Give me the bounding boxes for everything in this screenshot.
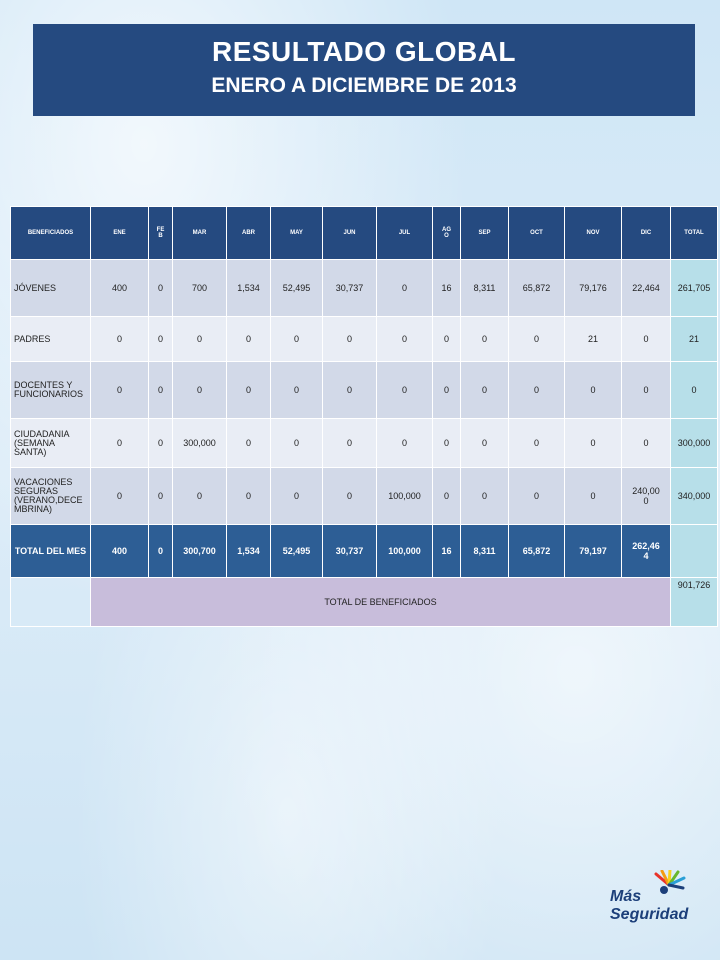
- total-cell: 100,000: [377, 525, 433, 578]
- cell: 0: [509, 317, 565, 362]
- cell: 8,311: [461, 260, 509, 317]
- total-cell: 0: [149, 525, 173, 578]
- cell: 0: [622, 317, 671, 362]
- grand-total-label: TOTAL DE BENEFICIADOS: [91, 578, 671, 627]
- cell: 0: [461, 419, 509, 468]
- total-cell: 1,534: [227, 525, 271, 578]
- row-label: CIUDADANIA (SEMANA SANTA): [11, 419, 91, 468]
- cell: 0: [91, 419, 149, 468]
- cell: 0: [323, 419, 377, 468]
- cell: 0: [377, 362, 433, 419]
- cell: 0: [509, 419, 565, 468]
- cell: 100,000: [377, 468, 433, 525]
- table-row: [11, 260, 718, 317]
- cell: 0: [377, 260, 433, 317]
- col-header: DIC: [622, 207, 671, 260]
- total-cell: 262,46 4: [622, 525, 671, 578]
- table-row: [11, 362, 718, 419]
- cell: 300,000: [173, 419, 227, 468]
- total-row: [11, 525, 718, 578]
- col-header: AG O: [433, 207, 461, 260]
- logo-line2: Seguridad: [610, 906, 689, 923]
- cell: 0: [149, 419, 173, 468]
- col-header: TOTAL: [671, 207, 718, 260]
- cell: 0: [323, 468, 377, 525]
- cell: 0: [433, 362, 461, 419]
- cell: 0: [227, 468, 271, 525]
- cell: 0: [433, 317, 461, 362]
- col-header: JUL: [377, 207, 433, 260]
- cell: 0: [271, 317, 323, 362]
- cell: 79,176: [565, 260, 622, 317]
- cell: 0: [565, 419, 622, 468]
- cell: 0: [622, 419, 671, 468]
- total-cell-empty: [671, 525, 718, 578]
- cell: 22,464: [622, 260, 671, 317]
- row-label: DOCENTES Y FUNCIONARIOS: [11, 362, 91, 419]
- total-cell: 300,700: [173, 525, 227, 578]
- row-label: VACACIONES SEGURAS (VERANO,DECE MBRINA): [11, 468, 91, 525]
- cell: 30,737: [323, 260, 377, 317]
- cell: 0: [377, 317, 433, 362]
- grand-total-spacer: [11, 578, 91, 627]
- total-row-label: TOTAL DEL MES: [11, 525, 91, 578]
- cell: 0: [461, 468, 509, 525]
- results-table: [10, 206, 718, 627]
- cell: 0: [173, 317, 227, 362]
- cell: 0: [271, 419, 323, 468]
- cell: 240,00 0: [622, 468, 671, 525]
- col-header: JUN: [323, 207, 377, 260]
- cell: 52,495: [271, 260, 323, 317]
- cell: 0: [433, 419, 461, 468]
- table-row: [11, 317, 718, 362]
- cell: 16: [433, 260, 461, 317]
- cell: 0: [461, 362, 509, 419]
- cell: 65,872: [509, 260, 565, 317]
- cell: 0: [227, 419, 271, 468]
- cell: 0: [149, 362, 173, 419]
- mas-seguridad-logo: [610, 870, 690, 930]
- cell: 0: [271, 362, 323, 419]
- cell: 0: [227, 317, 271, 362]
- cell: 0: [565, 468, 622, 525]
- cell: 0: [91, 362, 149, 419]
- cell: 0: [323, 362, 377, 419]
- cell: 0: [149, 260, 173, 317]
- cell: 0: [149, 468, 173, 525]
- cell: 0: [271, 468, 323, 525]
- logo-line1: Más: [610, 888, 642, 905]
- title-banner: [33, 24, 695, 116]
- cell: 0: [461, 317, 509, 362]
- cell: 0: [565, 362, 622, 419]
- total-cell: 79,197: [565, 525, 622, 578]
- cell: 400: [91, 260, 149, 317]
- col-header: BENEFICIADOS: [11, 207, 91, 260]
- total-cell: 8,311: [461, 525, 509, 578]
- total-cell: 16: [433, 525, 461, 578]
- colorful-bird-icon: [652, 870, 686, 900]
- total-cell: 30,737: [323, 525, 377, 578]
- cell: 0: [509, 468, 565, 525]
- row-total: 300,000: [671, 419, 718, 468]
- cell: 0: [509, 362, 565, 419]
- row-label: PADRES: [11, 317, 91, 362]
- col-header: MAR: [173, 207, 227, 260]
- cell: 0: [173, 468, 227, 525]
- total-cell: 52,495: [271, 525, 323, 578]
- page-title: RESULTADO GLOBAL: [211, 36, 517, 67]
- cell: 1,534: [227, 260, 271, 317]
- col-header: SEP: [461, 207, 509, 260]
- cell: 0: [91, 317, 149, 362]
- row-total: 21: [671, 317, 718, 362]
- grand-total-value: 901,726: [671, 578, 718, 627]
- col-header: OCT: [509, 207, 565, 260]
- row-total: 340,000: [671, 468, 718, 525]
- row-total: 261,705: [671, 260, 718, 317]
- cell: 0: [433, 468, 461, 525]
- cell: 700: [173, 260, 227, 317]
- cell: 0: [227, 362, 271, 419]
- row-label: JÓVENES: [11, 260, 91, 317]
- col-header: FE B: [149, 207, 173, 260]
- col-header: NOV: [565, 207, 622, 260]
- cell: 0: [173, 362, 227, 419]
- col-header: ABR: [227, 207, 271, 260]
- row-total: 0: [671, 362, 718, 419]
- cell: 0: [622, 362, 671, 419]
- cell: 0: [91, 468, 149, 525]
- page-subtitle: ENERO A DICIEMBRE DE 2013: [211, 74, 517, 97]
- header-row: [11, 207, 718, 260]
- total-cell: 65,872: [509, 525, 565, 578]
- col-header: ENE: [91, 207, 149, 260]
- table-row: [11, 468, 718, 525]
- table-row: [11, 419, 718, 468]
- cell: 0: [323, 317, 377, 362]
- cell: 0: [377, 419, 433, 468]
- grand-total-row: [11, 578, 718, 627]
- cell: 21: [565, 317, 622, 362]
- col-header: MAY: [271, 207, 323, 260]
- cell: 0: [149, 317, 173, 362]
- total-cell: 400: [91, 525, 149, 578]
